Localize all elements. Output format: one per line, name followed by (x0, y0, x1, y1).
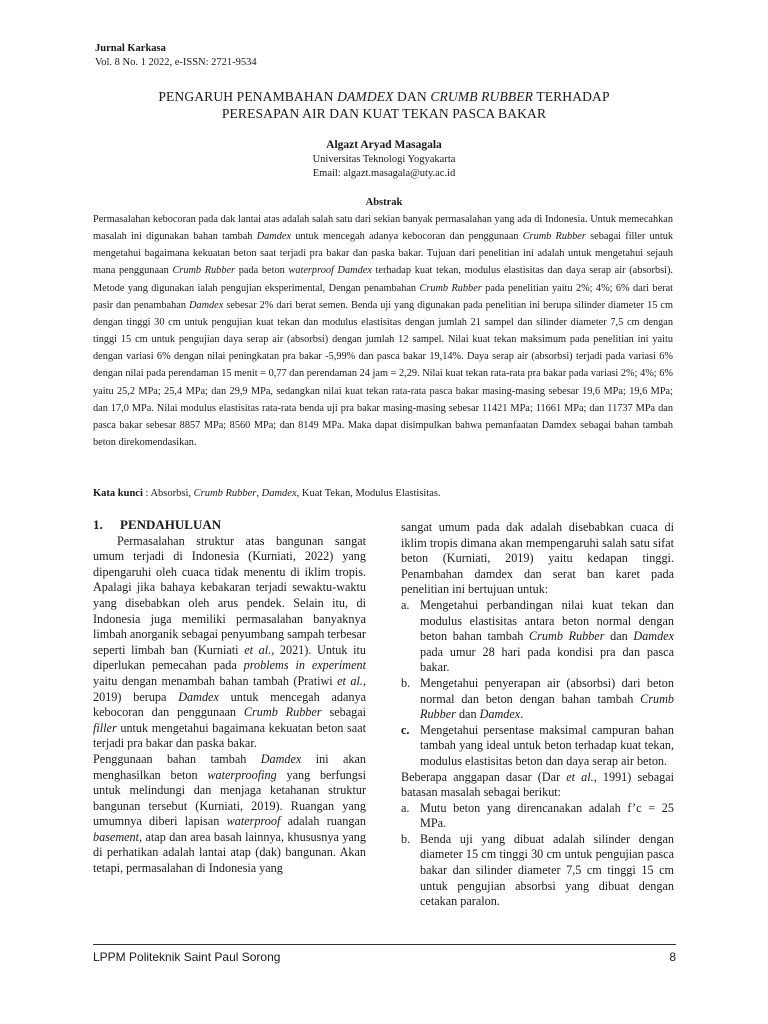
footer-divider (93, 944, 676, 945)
list-text: Mengetahui penyerapan air (absorbsi) dari beton normal dan beton dengan bahan tambah (420, 675, 674, 706)
abstract-text: pada beton (235, 265, 289, 277)
body-text: , 1991) sebagai batasan masalah sebagai berikut: (401, 769, 674, 800)
journal-volume: Vol. 8 No. 1 2022, e-ISSN: 2721-9534 (95, 56, 257, 68)
abstract-body (93, 211, 673, 451)
author-affiliation: Universitas Teknologi Yogyakarta (312, 154, 456, 165)
body-text: filler (93, 720, 117, 735)
section-heading (93, 517, 366, 533)
body-text: waterproof (226, 814, 281, 829)
keyword-text: Damdex (261, 488, 297, 499)
body-text: untuk mengetahui bagaimana kekuatan beton saat terjadi pra bakar dan paska bakar. (93, 720, 366, 751)
body-text: ini akan menghasilkan beton (93, 751, 367, 782)
list-item (401, 676, 674, 723)
abstract-text: pada penelitian yaitu 2%; 4%; 6% dari berat pasir dan penambahan (93, 282, 673, 311)
abstract-text: sebesar 2% dari berat semen. Benda uji yang digunakan pada penelitian ini berupa silinder diameter 15 cm dengan tinggi 30 cm untuk pengujian kuat tekan dan modulus elastisitas dengan jumlah 21 sampel dan silinder diameter 7,5 cm dengan tinggi 15 cm untuk pengujian daya serap air (absorbsi) dengan jumlah 12 sampel. Nilai kuat tekan maksimum pada penelitian ini yaitu dengan variasi 6% dengan nilai peningkatan pra bakar -5,99% dan pasca bakar 19,14%. Daya serap air (absorbsi) terjadi pada variasi 6% dengan nilai pada perendaman 15 menit = 0,77 dan perendaman 24 jam = 2,29. Nilai kuat tekan rata-rata pra bakar pada variasi 2%; 4%; 6% yaitu 25,2 MPa; 25,4 MPa; dan 29,9 MPa, sedangkan nilai kuat tekan rata-rata pasca bakar masing-masing sebesar 19,6 MPa; 19,6 MPa; dan 17,0 MPa. Nilai modulus elastisitas rata-rata benda uji pra bakar masing-masing sebesar 11421 MPa; 11661 MPa; dan 11737 MPa dan pasca bakar sebesar 8857 MPa; 8560 MPa; dan 8149 MPa. Maka dapat disimpulkan bahwa pemanfaatan Damdex sebagai bahan tambah beton direkomendasikan. (93, 299, 674, 449)
title-text: PENGARUH PENAMBAHAN (158, 89, 338, 104)
body-text: sebagai (321, 705, 366, 720)
paper-title (60, 88, 708, 122)
author-affiliation-block (0, 153, 768, 181)
title-text: DAMDEX (337, 89, 394, 104)
body-text: waterproofing (207, 767, 277, 782)
body-paragraph (401, 770, 674, 801)
list-text: dan (455, 707, 480, 722)
keywords (93, 486, 673, 502)
section-number: 1. (93, 517, 103, 532)
list-text: Crumb Rubber (420, 691, 674, 722)
abstract-text: Permasalahan kebocoran pada dak lantai atas adalah salah satu dari sekian banyak permasalahan yang ada di Indonesia. Untuk memecahkan masalah ini digunakan bahan tambah (93, 214, 673, 243)
author-email: Email: algazt.masagala@uty.ac.id (312, 168, 456, 179)
body-paragraph (93, 752, 366, 877)
list-marker: a. (401, 800, 410, 815)
list-item (401, 832, 674, 910)
body-text: et al. (566, 769, 594, 784)
body-text: basement (93, 829, 140, 844)
body-text: Damdex (178, 689, 219, 704)
keyword-text: : Absorbsi, (142, 488, 194, 499)
body-text: , 2021). Untuk itu diperlukan pemecahan pada (93, 642, 366, 673)
abstract-text: Crumb Rubber (172, 265, 236, 277)
body-text: yang berfungsi untuk melindungi dan menjaga ketahanan struktur bangunan tersebut (Kurniati, 2019). Ruangan yang umumnya diberi lapisan (93, 767, 366, 829)
body-text: problems in experiment (243, 658, 366, 673)
title-text: DAN (393, 89, 431, 104)
right-column (401, 520, 674, 910)
abstract-text: waterproof Damdex (288, 265, 372, 277)
author-name: Algazt Aryad Masagala (326, 139, 442, 151)
body-paragraph: sangat umum pada dak adalah disebabkan cuaca di iklim tropis dimana akan mempengaruhi salah satu sifat beton (Kurniati, 2019) yaitu kedapan tinggi. Penambahan damdex dan serat ban karet pada penelitian ini bertujuan untuk: (401, 520, 674, 597)
page-number: 8 (669, 950, 676, 964)
abstract-text: terhadap kuat tekan, modulus elastisitas dan daya serap air (absorbsi). Metode yang digunakan ialah pengujian eksperimental, Dengan penambahan (93, 265, 673, 294)
body-text: adalah ruangan (280, 814, 366, 829)
body-text: untuk mencegah adanya kebocoran dan penggunaan (93, 689, 367, 720)
body-text: Beberapa anggapan dasar (Dar (401, 769, 567, 784)
left-column (93, 517, 366, 877)
body-text: Damdex (260, 751, 302, 766)
body-text: yaitu dengan menambah bahan tambah (Pratiwi (93, 673, 338, 688)
abstract-text: sebagai filler untuk mengetahui bagaimana kekuatan beton saat terjadi pra bakar dan paska bakar. Tujuan dari penelitian ini adalah untuk mengetahui sejauh mana penggunaan (93, 231, 673, 277)
list-text: Damdex (633, 629, 674, 644)
abstract-paragraph (93, 211, 673, 451)
list-marker: b. (401, 831, 411, 846)
section-title: PENDAHULUAN (120, 517, 222, 532)
keyword-text: Crumb Rubber (193, 488, 257, 499)
list-marker: c. (401, 722, 410, 737)
journal-header (95, 42, 257, 69)
list-text: Mutu beton yang direncanakan adalah f’c = 25 MPa. (420, 800, 674, 831)
list-item (401, 598, 674, 676)
title-line-2: PERESAPAN AIR DAN KUAT TEKAN PASCA BAKAR (221, 106, 547, 121)
body-text: Penggunaan bahan tambah (93, 751, 261, 766)
list-text: Mengetahui persentase maksimal campuran bahan tambah yang ideal untuk beton terhadap kuat tekan, modulus elastisitas beton dan daya serap air beton. (420, 722, 674, 768)
list-text: Mengetahui perbandingan nilai kuat tekan dan modulus elastisitas antara beton normal dengan beton bahan tambah (420, 597, 674, 644)
body-text: et al. (244, 642, 272, 657)
title-text: TERHADAP (533, 89, 610, 104)
abstract-text: Crumb Rubber (522, 231, 586, 243)
list-text: pada umur 28 hari pada kondisi pra dan pasca bakar. (420, 644, 674, 675)
body-text: et al. (337, 673, 363, 688)
list-text: Crumb Rubber (529, 629, 605, 644)
body-text: Crumb Rubber (243, 705, 322, 720)
footer-publisher: LPPM Politeknik Saint Paul Sorong (93, 950, 281, 964)
title-text: CRUMB RUBBER (430, 89, 534, 104)
list-text: . (520, 707, 524, 722)
list-item (401, 723, 674, 770)
abstract-text: untuk mencegah adanya kebocoran dan penggunaan (291, 231, 523, 243)
body-text: , atap dan area basah lainnya, khususnya yang di perhatikan adalah lantai atap (dak) bangunan. Akan tetapi, permasalahan di Indonesia yang (93, 829, 366, 876)
journal-name: Jurnal Karkasa (95, 43, 166, 54)
keyword-text: , (256, 488, 262, 499)
list-text: Benda uji yang dibuat adalah silinder dengan diameter 15 cm tinggi 30 cm untuk pengujian pasca bakar dan silinder diameter 7,5 cm tinggi 15 cm untuk pengujian absorbsi yang dibuat dengan cetakan paralon. (420, 831, 674, 909)
list-text: Damdex (479, 707, 521, 722)
keywords-label: Kata kunci (93, 488, 143, 499)
body-text: , 2019) berupa (93, 673, 366, 704)
list-item (401, 801, 674, 832)
abstract-text: Damdex (256, 231, 292, 243)
list-marker: b. (401, 675, 411, 690)
list-text: dan (604, 629, 634, 644)
abstract-text: Damdex (189, 299, 224, 311)
keyword-text: , Kuat Tekan, Modulus Elastisitas. (296, 488, 441, 499)
body-text: Permasalahan struktur atas bangunan sangat umum terjadi di Indonesia (Kurniati, 2022) yang dipengaruhi oleh cuaca tidak menentu di iklim tropis. Apalagi jika bahaya kebakaran terjadi sewaktu-waktu yang disebabkan oleh arus pendek. Selain itu, di Indonesia juga memiliki permasalahan banyaknya limbah anorganik sebagai penyumbang sampah terbesar seperti limbah ban (Kurniati (93, 533, 366, 657)
abstract-text: Crumb Rubber (419, 282, 482, 294)
body-paragraph (93, 534, 366, 752)
abstract-heading: Abstrak (365, 197, 403, 208)
list-marker: a. (401, 597, 410, 612)
